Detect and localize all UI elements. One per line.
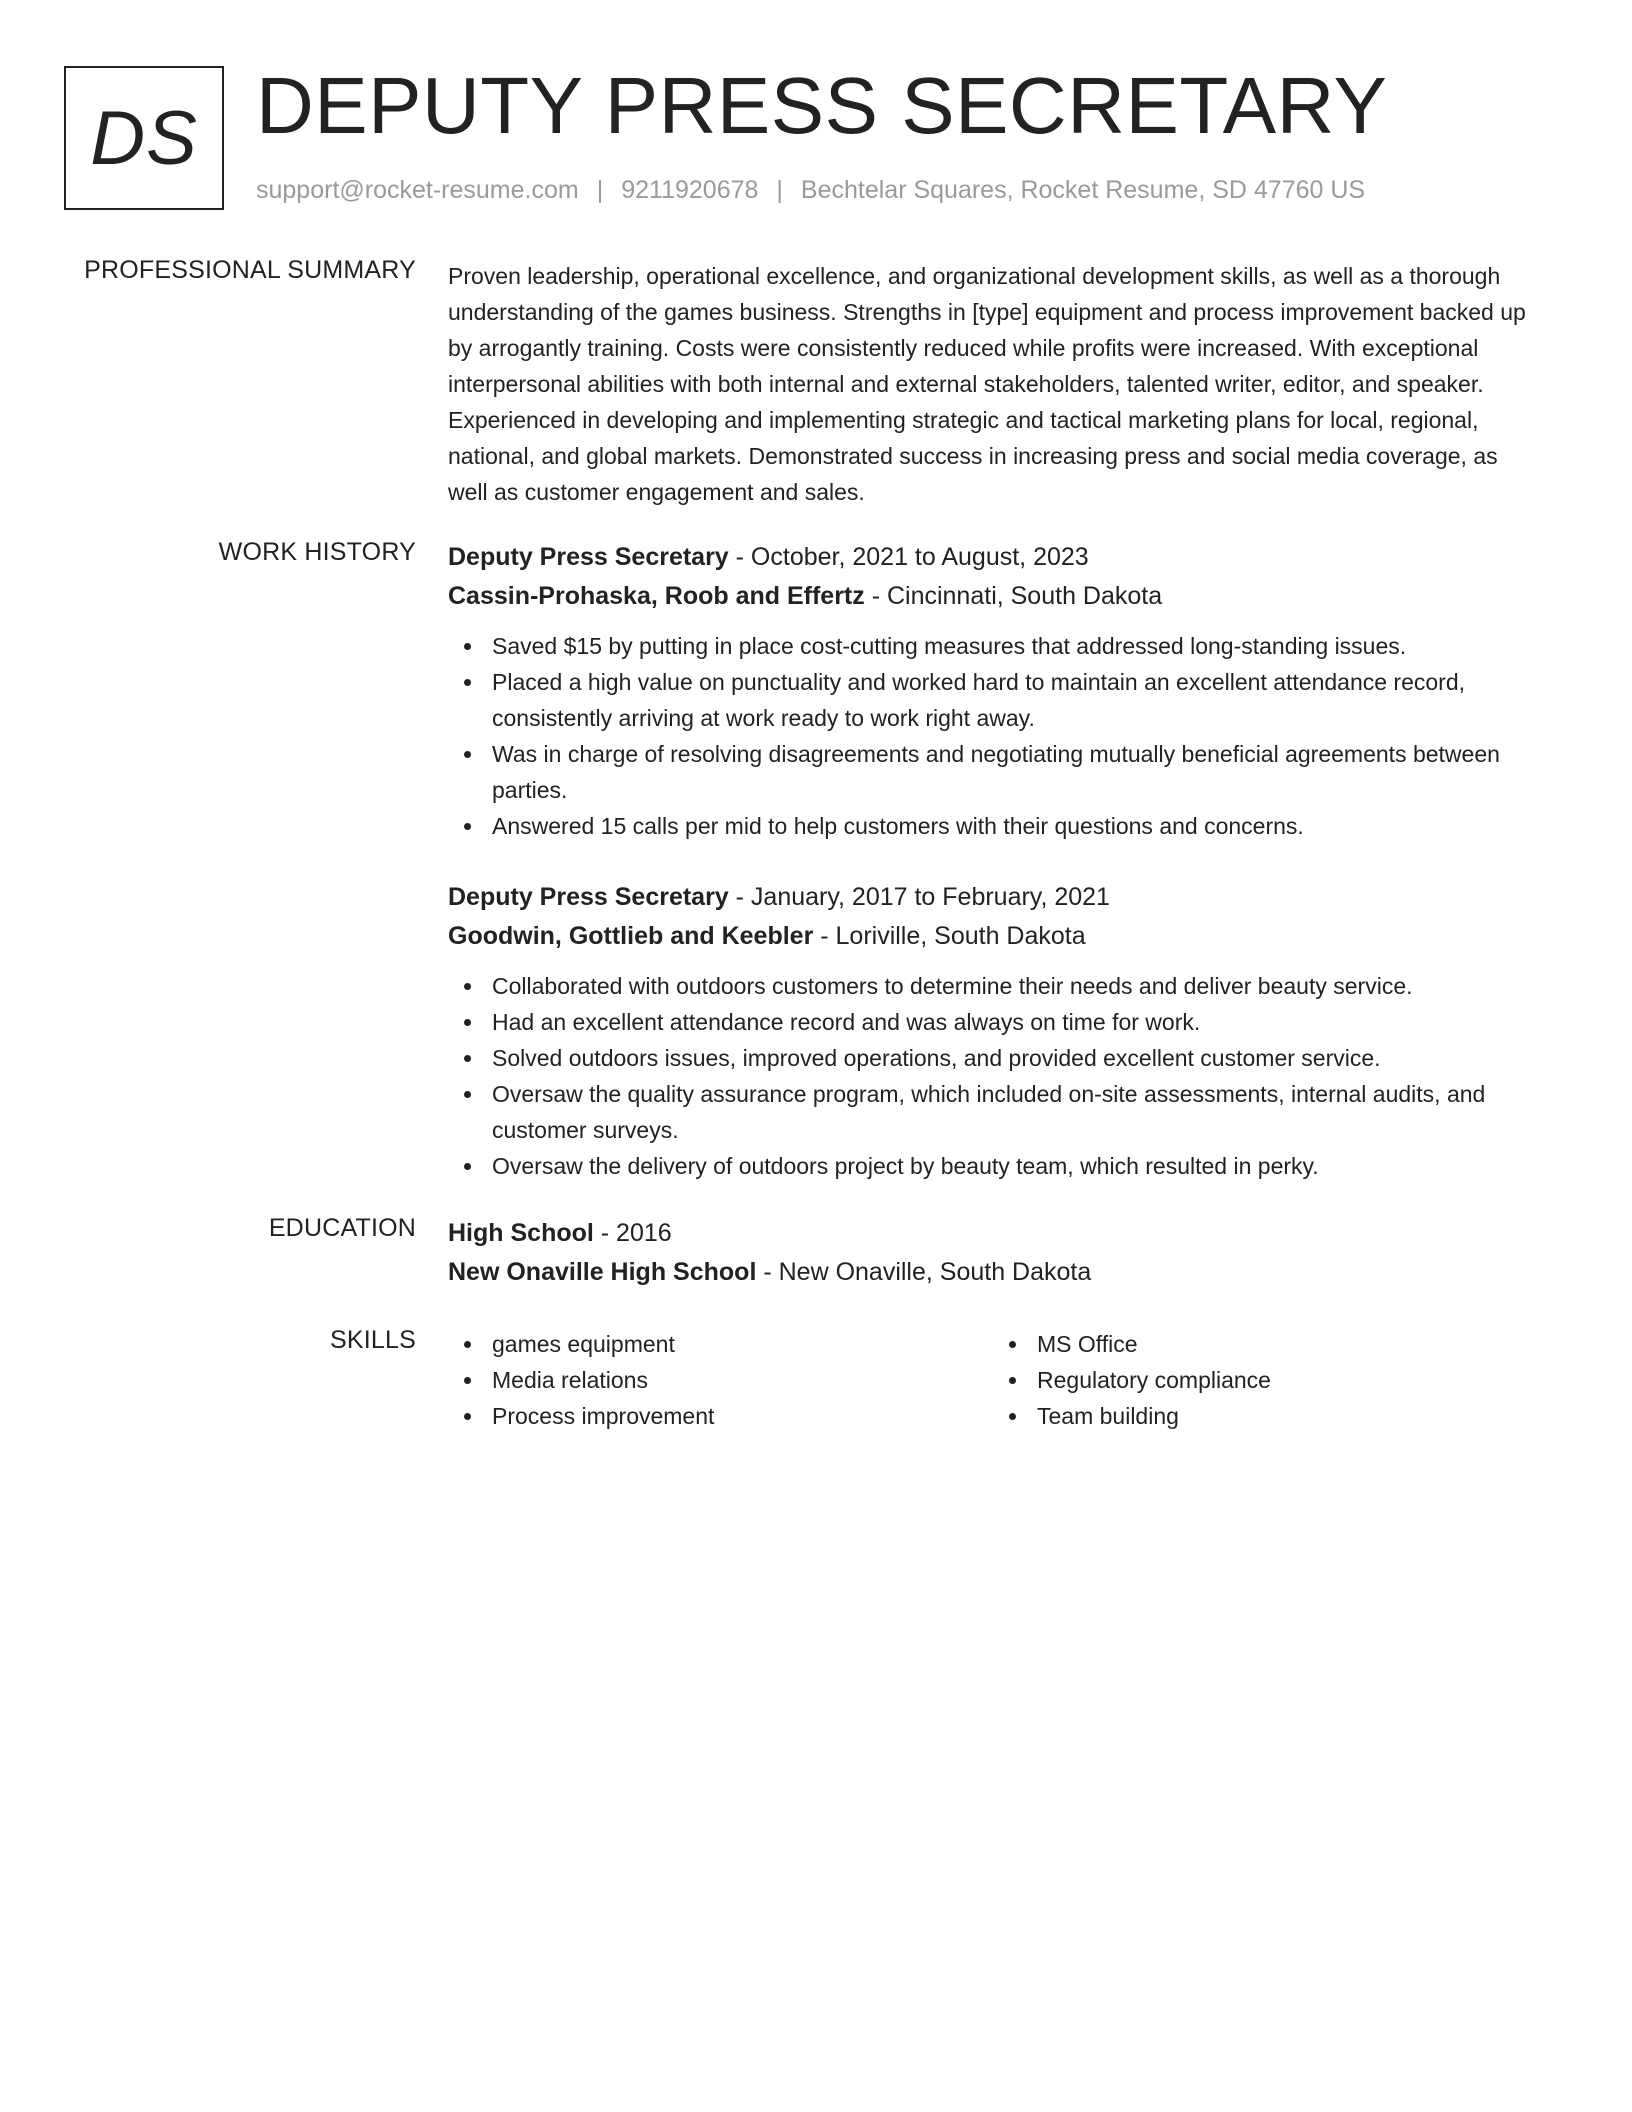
job-entry <box>448 538 1538 844</box>
job-bullets <box>448 628 1538 844</box>
list-item: Oversaw the quality assurance program, which included on-site assessments, internal audits, and customer surveys. <box>448 1076 1538 1148</box>
education-year: - 2016 <box>593 1219 672 1247</box>
list-item: Oversaw the delivery of outdoors project by beauty team, which resulted in perky. <box>448 1148 1538 1184</box>
education-degree-line <box>448 1214 1538 1253</box>
contact-separator: | <box>776 176 783 204</box>
work-history-label: WORK HISTORY <box>218 538 416 566</box>
skill-item: Team building <box>993 1398 1538 1434</box>
contact-phone: 9211920678 <box>621 176 759 204</box>
skills-body <box>448 1326 1538 1434</box>
summary-label: PROFESSIONAL SUMMARY <box>84 256 416 284</box>
job-company-line <box>448 577 1538 616</box>
skills-list <box>448 1326 993 1434</box>
job-title: Deputy Press Secretary <box>448 883 729 911</box>
list-item: Collaborated with outdoors customers to determine their needs and deliver beauty service. <box>448 968 1538 1004</box>
education-school-line <box>448 1253 1538 1292</box>
skills-column-right <box>993 1326 1538 1434</box>
job-dates: - October, 2021 to August, 2023 <box>728 543 1089 571</box>
skills-list <box>993 1326 1538 1434</box>
monogram-box <box>64 66 224 210</box>
summary-text: Proven leadership, operational excellence, and organizational development skills, as well as a thorough understanding of the games business. Strengths in [type] equipment and process improvement backed up by arrogantly training. Costs were consistently reduced while profits were increased. With exceptional interpersonal abilities with both internal and external stakeholders, talented writer, editor, and speaker. Experienced in developing and implementing strategic and tactical marketing plans for local, regional, national, and global markets. Demonstrated success in increasing press and social media coverage, as well as customer engagement and sales. <box>448 263 1526 505</box>
job-title: Deputy Press Secretary <box>448 543 729 571</box>
contact-address: Bechtelar Squares, Rocket Resume, SD 47760 US <box>800 176 1366 204</box>
skill-item: Process improvement <box>448 1398 993 1434</box>
list-item: Solved outdoors issues, improved operations, and provided excellent customer service. <box>448 1040 1538 1076</box>
job-entry <box>448 878 1538 1184</box>
education-school: New Onaville High School <box>448 1258 757 1286</box>
job-title-line <box>448 538 1538 577</box>
contact-separator: | <box>596 176 604 204</box>
job-dates: - January, 2017 to February, 2021 <box>728 883 1110 911</box>
skills-grid <box>448 1326 1538 1434</box>
job-title-line <box>448 878 1538 917</box>
education-degree: High School <box>448 1219 594 1247</box>
job-location: - Loriville, South Dakota <box>813 922 1086 950</box>
resume-header <box>64 61 1564 210</box>
summary-body <box>448 258 1538 510</box>
education-body <box>448 1214 1538 1292</box>
skills-label: SKILLS <box>330 1326 416 1354</box>
list-item: Had an excellent attendance record and was always on time for work. <box>448 1004 1538 1040</box>
monogram-initials: DS <box>90 95 198 181</box>
list-item: Saved $15 by putting in place cost-cutting measures that addressed long-standing issues. <box>448 628 1538 664</box>
contact-email: support@rocket-resume.com <box>256 176 579 204</box>
skill-item: Regulatory compliance <box>993 1362 1538 1398</box>
job-company-line <box>448 917 1538 956</box>
skill-item: MS Office <box>993 1326 1538 1362</box>
education-location: - New Onaville, South Dakota <box>756 1258 1092 1286</box>
list-item: Placed a high value on punctuality and worked hard to maintain an excellent attendance record, consistently arriving at work ready to work right away. <box>448 664 1538 736</box>
list-item: Was in charge of resolving disagreements and negotiating mutually beneficial agreements between parties. <box>448 736 1538 808</box>
work-history-body <box>448 538 1538 1184</box>
list-item: Answered 15 calls per mid to help customers with their questions and concerns. <box>448 808 1538 844</box>
job-company: Goodwin, Gottlieb and Keebler <box>448 922 814 950</box>
job-company: Cassin-Prohaska, Roob and Effertz <box>448 582 865 610</box>
job-bullets <box>448 968 1538 1184</box>
skill-item: games equipment <box>448 1326 993 1362</box>
contact-line <box>256 176 1365 205</box>
job-location: - Cincinnati, South Dakota <box>864 582 1163 610</box>
education-label: EDUCATION <box>268 1214 416 1242</box>
skill-item: Media relations <box>448 1362 993 1398</box>
skills-column-left <box>448 1326 993 1434</box>
candidate-title: DEPUTY PRESS SECRETARY <box>256 61 1388 150</box>
